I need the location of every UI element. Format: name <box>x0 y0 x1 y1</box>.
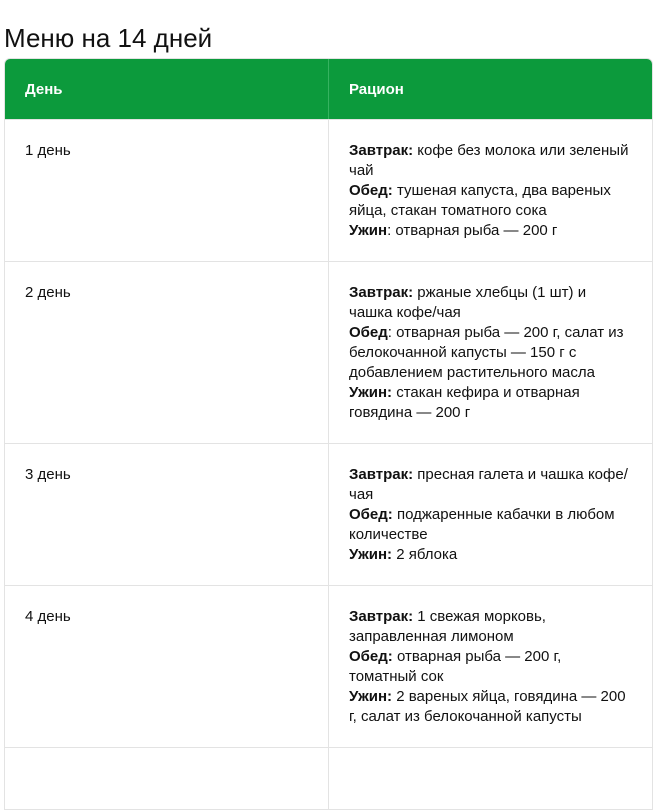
day-cell: 3 день <box>5 443 329 585</box>
table-row <box>5 585 652 747</box>
diet-cell <box>329 261 652 443</box>
breakfast-text: 1 свежая морковь, заправленная лимоном <box>349 608 546 645</box>
lunch-text: поджаренные кабачки в любом количестве <box>349 506 615 543</box>
diet-cell <box>329 119 652 261</box>
day-cell-partial <box>5 747 329 809</box>
dinner-text: 2 вареных яйца, говядина — 200 г, салат из белокочанной капусты <box>349 688 626 725</box>
lunch-label: Обед <box>349 324 388 341</box>
diet-cell-partial <box>329 747 652 809</box>
diet-cell <box>329 443 652 585</box>
diet-cell <box>329 585 652 747</box>
breakfast-label: Завтрак: <box>349 284 414 301</box>
table-row <box>5 119 652 261</box>
breakfast-text: пресная галета и чашка кофе/чая <box>349 466 628 503</box>
dinner-label: Ужин: <box>349 688 393 705</box>
lunch-text: отварная рыба — 200 г, томатный сок <box>349 648 562 685</box>
table-body <box>5 119 652 809</box>
table-row <box>5 747 652 809</box>
page-title: Меню на 14 дней <box>4 23 213 54</box>
breakfast-label: Завтрак: <box>349 466 414 483</box>
dinner-text: 2 яблока <box>392 546 458 563</box>
dinner-text: : отварная рыба — 200 г <box>387 222 558 239</box>
breakfast-label: Завтрак: <box>349 608 414 625</box>
table-row <box>5 261 652 443</box>
table-header <box>5 59 652 119</box>
menu-table <box>4 58 653 810</box>
dinner-label: Ужин: <box>349 546 393 563</box>
lunch-label: Обед: <box>349 648 393 665</box>
dinner-text: стакан кефира и отварная говядина — 200 г <box>349 384 580 421</box>
breakfast-text: ржаные хлебцы (1 шт) и чашка кофе/чая <box>349 284 587 321</box>
column-header-diet: Рацион <box>329 59 652 119</box>
breakfast-text: кофе без молока или зеленый чай <box>349 142 629 179</box>
day-cell: 4 день <box>5 585 329 747</box>
lunch-text: : отварная рыба — 200 г, салат из белокочанной капусты — 150 г с добавлением растительного масла <box>349 324 624 381</box>
day-cell: 2 день <box>5 261 329 443</box>
table-row <box>5 443 652 585</box>
column-header-day: День <box>5 59 329 119</box>
breakfast-label: Завтрак: <box>349 142 414 159</box>
header-row <box>5 59 652 119</box>
lunch-label: Обед: <box>349 506 393 523</box>
dinner-label: Ужин: <box>349 384 393 401</box>
lunch-text: тушеная капуста, два вареных яйца, стакан томатного сока <box>349 182 611 219</box>
dinner-label: Ужин <box>349 222 388 239</box>
day-cell: 1 день <box>5 119 329 261</box>
lunch-label: Обед: <box>349 182 393 199</box>
